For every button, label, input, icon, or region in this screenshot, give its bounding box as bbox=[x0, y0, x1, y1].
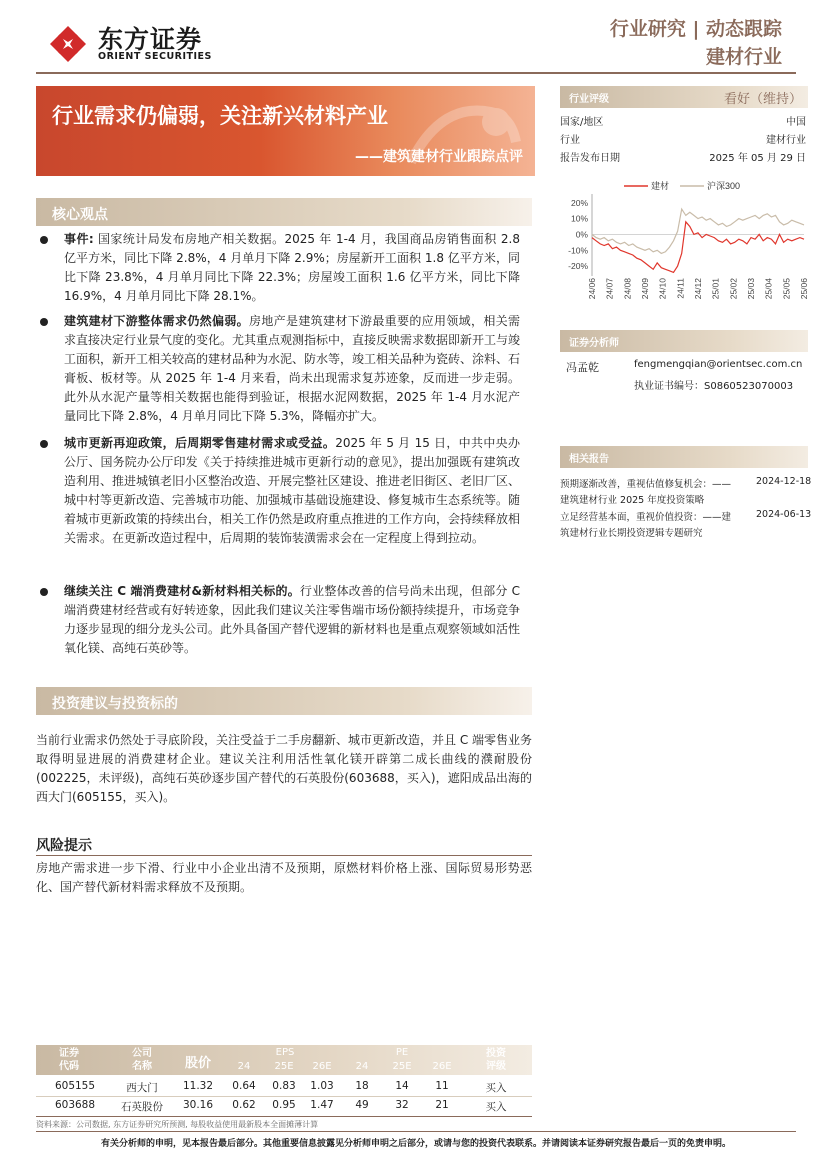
legend-label: 建材 bbox=[651, 181, 670, 191]
cell-pe: 11 bbox=[435, 1080, 449, 1092]
footer-divider bbox=[36, 1131, 796, 1132]
info-value: 2025 年 05 月 29 日 bbox=[709, 153, 806, 164]
th-eps-26e: 26E bbox=[312, 1061, 332, 1072]
cell-pe: 32 bbox=[395, 1099, 409, 1111]
series-line-csi300 bbox=[592, 209, 804, 253]
x-tick-label: 25/03 bbox=[746, 278, 756, 300]
analyst-license: 执业证书编号：S0860523070003 bbox=[634, 381, 794, 392]
table-bottom-rule bbox=[36, 1116, 532, 1117]
th-pe: PE bbox=[395, 1047, 409, 1058]
cell-eps: 0.64 bbox=[232, 1080, 256, 1092]
core-views-title: 核心观点 bbox=[52, 207, 108, 223]
row-divider bbox=[36, 1096, 532, 1097]
bullet-icon bbox=[40, 236, 48, 244]
orient-securities-logo-icon bbox=[48, 24, 88, 64]
x-tick-label: 24/10 bbox=[657, 278, 668, 300]
cell-eps: 1.03 bbox=[310, 1080, 334, 1092]
report-title: 行业需求仍偏弱，关注新兴材料产业 bbox=[52, 104, 388, 128]
info-row-date bbox=[560, 149, 808, 164]
cell-eps: 0.62 bbox=[232, 1099, 256, 1111]
th-eps-25e: 25E bbox=[274, 1061, 294, 1072]
bullet-icon bbox=[40, 318, 48, 326]
y-tick-label: -10% bbox=[568, 245, 588, 256]
cell-pe: 49 bbox=[355, 1099, 369, 1111]
cell-name: 石英股份 bbox=[121, 1101, 163, 1113]
th-price: 股价 bbox=[184, 1056, 211, 1071]
core-point-text: 行业整体改善的信号尚未出现，但部分 C 端消费建材经营或有好转迹象，因此我们建议关注零售端市场份额持续提升，市场竞争力逐步显现的细分龙头公司。此外具备国产替代逻辑的新材料也是重点观察领域如活性氧化镁、高纯石英砂等。 bbox=[64, 584, 521, 655]
series-line-building-materials bbox=[592, 222, 804, 273]
cell-price: 11.32 bbox=[182, 1080, 214, 1092]
core-point-lead: 继续关注 C 端消费建材&新材料相关标的。 bbox=[64, 584, 300, 598]
info-value: 中国 bbox=[786, 117, 806, 128]
investment-text: 当前行业需求仍然处于寻底阶段，关注受益于二手房翻新、城市更新改造，并且 C 端零售业务取得明显进展的消费建材企业。建议关注利用活性氧化镁开辟第二成长曲线的濮耐股份(002225，未评级)，高纯石英砂逐步国产替代的石英股份(603688，买入)，遮阳成品出海的西大门(605155，买入)。 bbox=[36, 733, 533, 804]
core-views-section-bar bbox=[36, 198, 532, 226]
rating-bar bbox=[560, 86, 808, 108]
x-tick-label: 25/01 bbox=[710, 278, 721, 300]
th-eps-24: 24 bbox=[237, 1061, 251, 1072]
analyst-email[interactable]: fengmengqian@orientsec.com.cn bbox=[634, 359, 803, 370]
related-report-1-line1[interactable]: 预期逐渐改善，重视估值修复机会：—— bbox=[560, 479, 732, 490]
x-tick-label: 24/07 bbox=[604, 278, 615, 300]
footer-disclaimer: 有关分析师的申明，见本报告最后部分。其他重要信息披露见分析师申明之后部分，或请与您的投资代表联系。并请阅读本证券研究报告最后一页的免责申明。 bbox=[100, 1139, 731, 1149]
cell-name: 西大门 bbox=[126, 1082, 158, 1094]
y-tick-label: -20% bbox=[568, 261, 588, 272]
x-tick-label: 24/11 bbox=[675, 278, 686, 299]
analyst-section-title: 证券分析师 bbox=[569, 338, 619, 349]
cell-pe: 21 bbox=[435, 1099, 449, 1111]
performance-chart bbox=[560, 176, 810, 306]
th-eps: EPS bbox=[275, 1047, 295, 1058]
risk-text: 房地产需求进一步下滑、行业中小企业出清不及预期，原燃材料价格上涨、国际贸易形势恶化、国产替代新材料需求释放不及预期。 bbox=[36, 861, 532, 894]
investment-section-bar bbox=[36, 687, 532, 715]
related-section-bar bbox=[560, 446, 808, 468]
brand-name-cn: 东方证券 bbox=[98, 25, 203, 54]
cell-pe: 14 bbox=[395, 1080, 409, 1092]
risk-title: 风险提示 bbox=[36, 838, 92, 854]
risk-divider bbox=[36, 855, 532, 856]
x-tick-label: 24/09 bbox=[640, 278, 650, 300]
related-report-1-date: 2024-12-18 bbox=[756, 476, 812, 487]
core-point-3 bbox=[64, 434, 520, 548]
th-pe-25e: 25E bbox=[392, 1061, 412, 1072]
table-row bbox=[36, 1099, 532, 1115]
core-point-lead: 建筑建材下游整体需求仍然偏弱。 bbox=[64, 314, 249, 328]
info-key: 报告发布日期 bbox=[560, 153, 620, 164]
y-tick-label: 0% bbox=[575, 229, 588, 240]
bullet-icon bbox=[40, 440, 48, 448]
core-point-2 bbox=[64, 312, 520, 426]
cell-code: 605155 bbox=[54, 1080, 96, 1092]
core-point-text: 2025 年 5 月 15 日，中共中央办公厅、国务院办公厅印发《关于持续推进城市更新行动的意见》，提出加强既有建筑改造利用、推进城镇老旧小区整治改造、开展完整社区建设、推进老旧街区、老旧厂区、城中村等更新改造、完善城市功能、加强城市基础设施建设、修复城市生态系统等。随着城市更新政策的持续出台，相关工作仍然是政府重点推进的工作方向，会持续释放相关需求。在更新改造过程中，后周期的装饰装潢需求会在一定程度上得到拉动。 bbox=[64, 436, 521, 545]
report-sector: 建材行业 bbox=[705, 46, 782, 68]
info-key: 行业 bbox=[560, 135, 580, 146]
cell-eps: 0.83 bbox=[272, 1080, 296, 1092]
th-pe-24: 24 bbox=[355, 1061, 369, 1072]
cell-pe: 18 bbox=[355, 1080, 369, 1092]
info-row-industry bbox=[560, 131, 808, 146]
th-code: 证券 代码 bbox=[59, 1048, 79, 1072]
related-section-title: 相关报告 bbox=[569, 454, 609, 465]
x-tick-label: 24/12 bbox=[693, 278, 703, 300]
y-tick-label: 20% bbox=[570, 197, 588, 208]
related-report-2-line2[interactable]: 筑建材行业长期投资逻辑专题研究 bbox=[560, 528, 703, 539]
report-subtitle: ——建筑建材行业跟踪点评 bbox=[355, 149, 523, 165]
info-key: 国家/地区 bbox=[560, 117, 604, 128]
legend-label: 沪深300 bbox=[707, 181, 741, 191]
related-report-2-date: 2024-06-13 bbox=[756, 509, 812, 520]
rating-value: 看好（维持） bbox=[723, 92, 802, 107]
x-tick-label: 25/05 bbox=[781, 278, 792, 300]
core-point-4 bbox=[64, 582, 520, 658]
x-tick-label: 25/04 bbox=[763, 278, 774, 300]
x-tick-label: 24/08 bbox=[622, 278, 633, 300]
related-report-1-line2[interactable]: 建筑建材行业 2025 年度投资策略 bbox=[560, 495, 705, 506]
brand-name-en: ORIENT SECURITIES bbox=[98, 51, 212, 62]
investment-section-title: 投资建议与投资标的 bbox=[52, 696, 178, 712]
table-row bbox=[36, 1080, 532, 1096]
report-type: 行业研究 | 动态跟踪 bbox=[609, 18, 782, 40]
bullet-icon bbox=[40, 588, 48, 596]
rating-label: 行业评级 bbox=[569, 94, 609, 105]
core-point-lead: 事件: bbox=[64, 232, 94, 246]
cell-rating: 买入 bbox=[485, 1082, 507, 1094]
th-company: 公司 名称 bbox=[132, 1048, 152, 1072]
analyst-name: 冯孟乾 bbox=[566, 361, 599, 374]
core-point-1 bbox=[64, 230, 520, 306]
info-row-region bbox=[560, 113, 808, 128]
info-value: 建材行业 bbox=[766, 135, 806, 146]
th-pe-26e: 26E bbox=[432, 1061, 452, 1072]
header-divider bbox=[36, 72, 796, 74]
th-rating: 投资 评级 bbox=[486, 1048, 506, 1072]
x-tick-label: 25/02 bbox=[728, 278, 739, 300]
cell-eps: 0.95 bbox=[272, 1099, 296, 1111]
core-point-lead: 城市更新再迎政策，后周期零售建材需求或受益。 bbox=[64, 436, 336, 450]
x-tick-label: 24/06 bbox=[587, 278, 597, 300]
y-tick-label: 10% bbox=[570, 213, 588, 224]
related-report-2-line1[interactable]: 立足经营基本面，重视价值投资：——建 bbox=[560, 512, 732, 523]
cell-code: 603688 bbox=[54, 1099, 96, 1111]
cell-rating: 买入 bbox=[485, 1101, 507, 1113]
cell-eps: 1.47 bbox=[310, 1099, 334, 1111]
x-tick-label: 25/06 bbox=[799, 278, 809, 300]
core-point-text: 国家统计局发布房地产相关数据。2025 年 1-4 月，我国商品房销售面积 2.8 亿平方米，同比下降 2.8%，4 月单月下降 2.9%；房屋新开工面积 1.8 亿平方米，同比下降 23.8%，4 月单月同比下降 22.3%；房屋竣工面积 1.6 亿平方米，同比下降 16.9%，4 月单月同比下降 28.1%。 bbox=[64, 232, 520, 303]
table-source: 资料来源：公司数据, 东方证券研究所预测, 每股收益使用最新股本全面摊薄计算 bbox=[36, 1120, 319, 1129]
cell-price: 30.16 bbox=[182, 1099, 214, 1111]
analyst-section-bar bbox=[560, 330, 808, 352]
title-banner bbox=[36, 86, 535, 176]
core-point-text: 房地产是建筑建材下游最重要的应用领域，相关需求直接决定行业景气度的变化。尤其重点观测指标中，直接反映需求数据即新开工与竣工面积，新开工相关较高的建材品种为水泥、防水等，竣工相关品种为瓷砖、涂料、石膏板、板材等。从 2025 年 1-4 月来看，尚未出现需求复苏迹象，反而进一步走弱。此外从水泥产量等相关数据也能得到验证，根据水泥网数据，2025 年 1-4 月水泥产量同比下降 2.8%，4 月单月同比下降 5.3%，降幅亦扩大。 bbox=[64, 314, 521, 423]
valuation-table-header bbox=[36, 1045, 532, 1075]
